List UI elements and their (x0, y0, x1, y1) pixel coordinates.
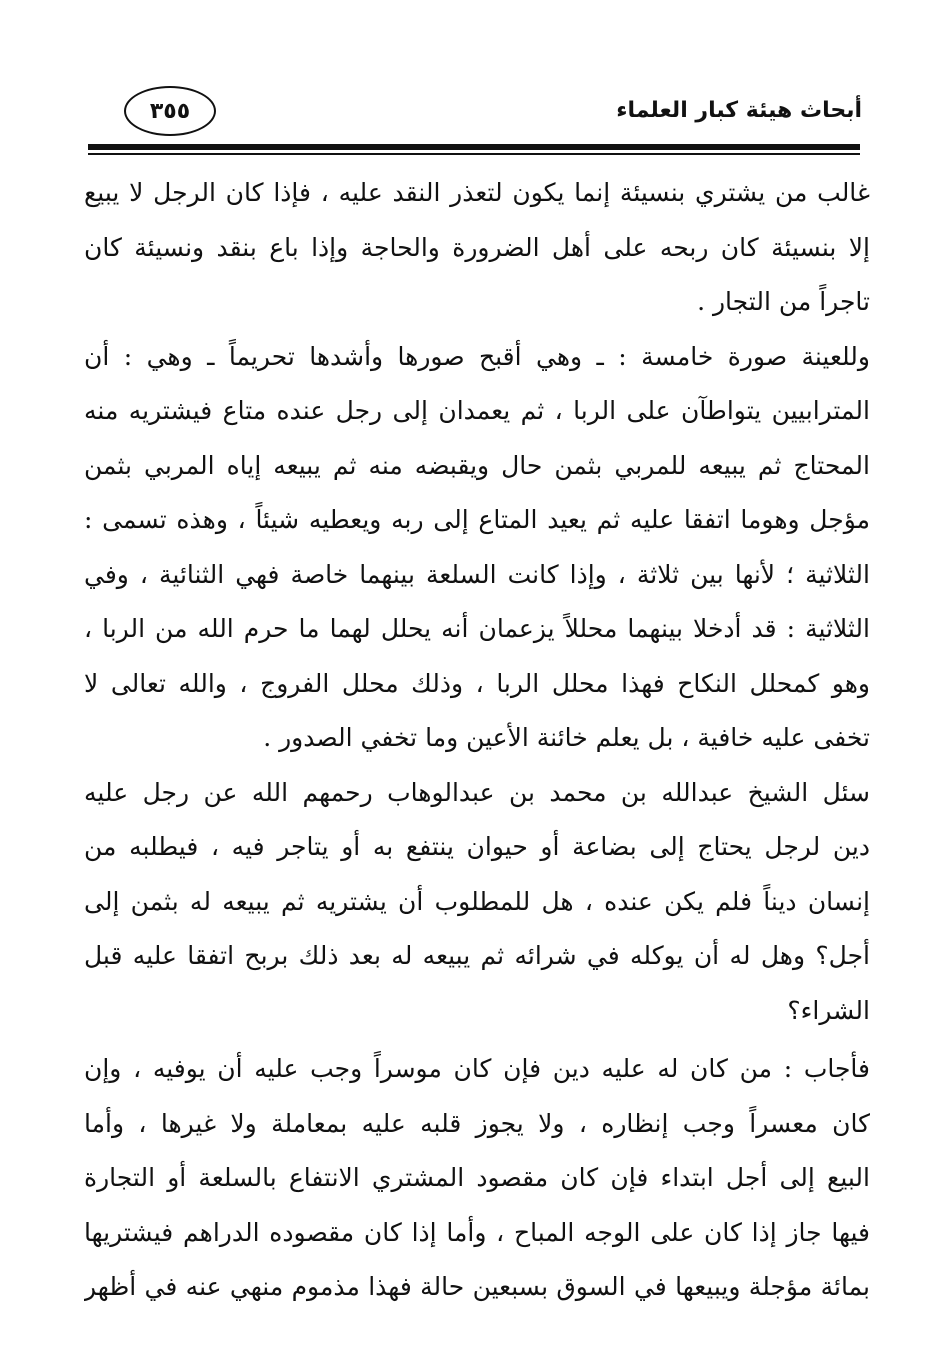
text-line: بمائة مؤجلة ويبيعها في السوق بسبعين حالة فهذا مذموم منهي عنه في أظهر (84, 1272, 870, 1301)
text-line: إلا بنسيئة كان ربحه على أهل الضرورة والحاجة وإذا باع بنقد ونسيئة كان (84, 232, 870, 262)
text-line: تخفى عليه خافية ، بل يعلم خائنة الأعين وما تخفي الصدور . (263, 723, 870, 752)
text-line: تاجراً من التجار . (697, 287, 870, 316)
text-line: أجل؟ وهل له أن يوكله في شرائه ثم يبيعه له بعد ذلك بربح اتفقا عليه قبل (84, 941, 870, 970)
header-rule-thin (88, 153, 860, 155)
text-line: المترابيين يتواطآن على الربا ، ثم يعمدان إلى رجل عنده متاع فيشتريه منه (84, 396, 870, 425)
text-line: سئل الشيخ عبدالله بن محمد بن عبدالوهاب رحمهم الله عن رجل عليه (84, 777, 870, 807)
text-line: إنسان ديناً فلم يكن عنده ، هل للمطلوب أن يشتريه ثم يبيعه له بثمن إلى (84, 886, 870, 916)
text-line: وهو كمحلل النكاح فهذا محلل الربا ، وذلك محلل الفروج ، والله تعالى لا (84, 668, 870, 698)
text-line: دين لرجل يحتاج إلى بضاعة أو حيوان ينتفع به أو يتاجر فيه ، فيطلبه من (84, 832, 870, 861)
header-rule-thick (88, 144, 860, 150)
page-number: ٣٥٥ (149, 98, 191, 124)
text-line: وللعينة صورة خامسة : ـ وهي أقبح صورها وأشدها تحريماً ـ وهي : أن (84, 341, 870, 371)
text-line: الشراء؟ (787, 995, 870, 1025)
text-line: المحتاج ثم يبيعه للمربي بثمن حال ويقبضه منه ثم يبيعه إياه المربي بثمن (84, 450, 870, 480)
text-line: الثلاثية : قد أدخلا بينهما محللاً يزعمان أنه يحلل لهما ما حرم الله من الربا ، (84, 614, 870, 643)
page-header (92, 82, 862, 148)
body-text (84, 166, 870, 1315)
text-line: مؤجل وهوما اتفقا عليه ثم يعيد المتاع إلى ربه ويعطيه شيئاً ، وهذه تسمى : (84, 505, 870, 534)
text-line: الثلاثية ؛ لأنها بين ثلاثة ، وإذا كانت السلعة بينهما خاصة فهي الثنائية ، وفي (84, 559, 870, 589)
text-line: غالب من يشتري بنسيئة إنما يكون لتعذر النقد عليه ، فإذا كان الرجل لا يبيع (84, 178, 870, 207)
running-title: أبحاث هيئة كبار العلماء (616, 98, 862, 123)
text-line: فيها جاز إذا كان على الوجه المباح ، وأما إذا كان مقصوده الدراهم فيشتريها (84, 1217, 870, 1247)
text-line: كان معسراً وجب إنظاره ، ولا يجوز قلبه عليه بمعاملة ولا غيرها ، وأما (84, 1108, 870, 1138)
text-line: البيع إلى أجل ابتداء فإن كان مقصود المشتري الانتفاع بالسلعة أو التجارة (84, 1163, 870, 1192)
text-line: فأجاب : من كان له عليه دين فإن كان موسراً وجب عليه أن يوفيه ، وإن (84, 1054, 870, 1083)
page-number-oval (124, 86, 216, 136)
